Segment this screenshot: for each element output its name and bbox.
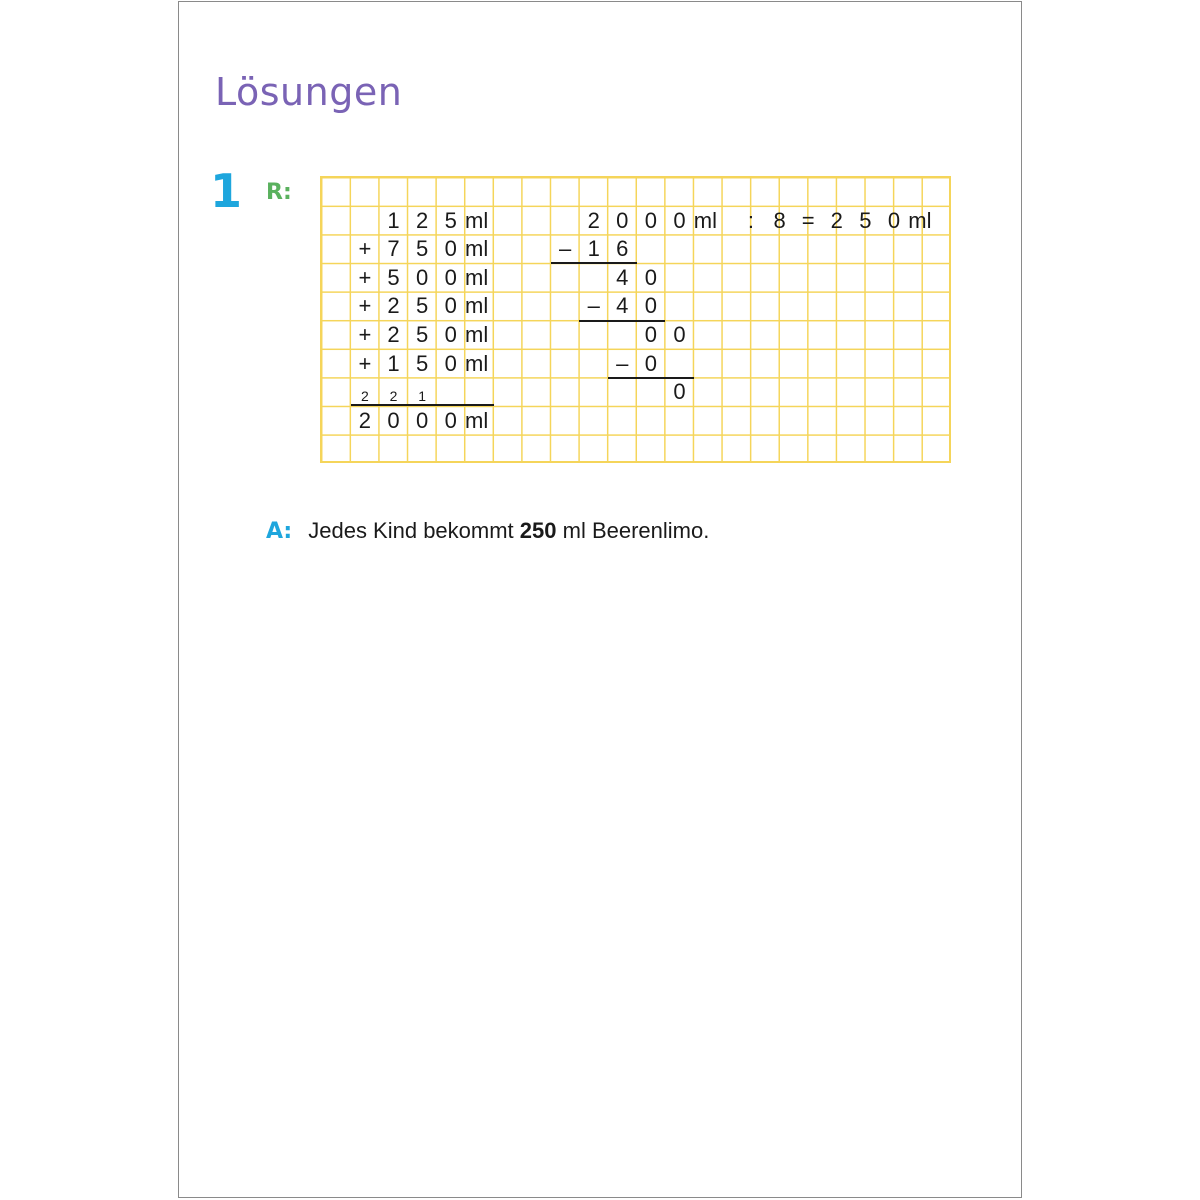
division-step-digit: 0 (644, 322, 658, 347)
addition-digit: 2 (387, 293, 400, 319)
addition-digit: 5 (415, 350, 429, 376)
addition-digit: 1 (387, 207, 400, 233)
addition-digit: 1 (387, 350, 400, 376)
divisor: 8 (773, 207, 786, 233)
addition-operator: + (358, 322, 372, 347)
division-operator: : (747, 207, 755, 233)
addition-digit: 0 (444, 264, 457, 290)
division-step-digit: 4 (616, 293, 629, 319)
dividend-digit: 0 (673, 207, 686, 233)
addition-digit: 5 (387, 264, 400, 290)
answer-label: A: (266, 519, 293, 544)
addition-result-digit: 2 (358, 407, 372, 433)
addition-digit: 0 (444, 322, 457, 347)
division-step-digit: 0 (673, 322, 686, 347)
addition-unit: ml (465, 350, 489, 376)
addition-unit: ml (465, 207, 489, 233)
addition-digit: 2 (387, 322, 400, 347)
addition-digit: 0 (444, 293, 457, 319)
addition-digit: 0 (415, 264, 429, 290)
addition-result-unit: ml (465, 407, 489, 433)
addition-result-digit: 0 (415, 407, 429, 433)
addition-digit: 5 (415, 236, 429, 262)
addition-digit: 5 (444, 207, 457, 233)
answer-value: 250 (519, 518, 557, 543)
division-step-digit: 0 (644, 264, 658, 290)
addition-result-digit: 0 (387, 407, 400, 433)
dividend-digit: 0 (616, 207, 629, 233)
division-step-digit: 6 (616, 236, 629, 262)
addition-digit: 0 (444, 236, 457, 262)
addition-operator: + (358, 264, 372, 290)
answer-sentence (308, 518, 709, 544)
quotient-digit: 5 (859, 207, 872, 233)
addition-unit: ml (465, 293, 489, 319)
calculation-label: R: (266, 180, 292, 205)
page-title: Lösungen (215, 70, 403, 114)
addition-digit: 0 (444, 350, 457, 376)
answer-line (266, 518, 709, 544)
quotient-digit: 2 (830, 207, 843, 233)
quotient-digit: 0 (887, 207, 901, 233)
division-step-digit: 0 (673, 379, 686, 405)
division-step-digit: 4 (616, 264, 629, 290)
division-step-digit: 1 (587, 236, 600, 262)
task-number: 1 (210, 164, 243, 218)
division-step-digit: – (587, 293, 600, 319)
division-step-digit: – (558, 236, 572, 262)
answer-text-before: Jedes Kind bekommt (308, 518, 520, 543)
addition-unit: ml (465, 322, 489, 347)
addition-digit: 5 (415, 322, 429, 347)
addition-operator: + (358, 293, 372, 319)
quotient-unit: ml (908, 207, 932, 233)
addition-digit: 2 (415, 207, 429, 233)
division-step-digit: – (616, 350, 629, 376)
carry-digit: 1 (418, 388, 426, 405)
carry-digit: 2 (360, 388, 369, 405)
addition-operator: + (358, 350, 372, 376)
addition-unit: ml (465, 264, 489, 290)
addition-operator: + (358, 236, 372, 262)
addition-digit: 7 (387, 236, 400, 262)
addition-unit: ml (465, 236, 489, 262)
carry-digit: 2 (389, 388, 398, 405)
division-step-digit: 0 (644, 350, 658, 376)
addition-digit: 5 (415, 293, 429, 319)
dividend-digit: 0 (644, 207, 658, 233)
equals-sign: = (801, 207, 815, 233)
dividend-unit: ml (693, 207, 718, 233)
dividend-digit: 2 (587, 207, 600, 233)
division-step-digit: 0 (644, 293, 658, 319)
answer-text-after: ml Beerenlimo. (556, 518, 710, 543)
addition-result-digit: 0 (444, 407, 457, 433)
